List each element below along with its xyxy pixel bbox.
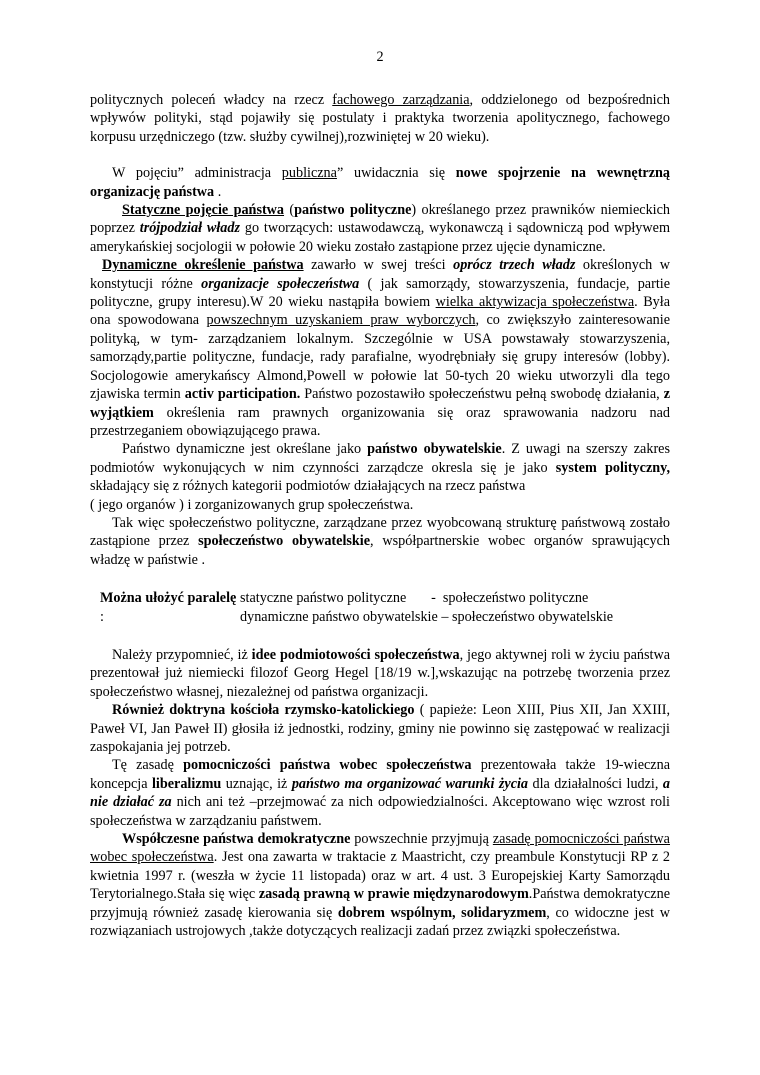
page-number: 2 (376, 49, 384, 65)
parallel-label: Można ułożyć paralelę (100, 590, 237, 607)
document-body (90, 91, 670, 940)
parallel-comparison: Można ułożyć paralelę : statyczne państwo polityczne - społeczeństwo polityczne dynamiczne państwo obywatelskie – społeczeństwo obywatelskie (90, 589, 670, 626)
paragraph-2: W pojęciu” administracja publiczna” uwidacznia się nowe spojrzenie na wewnętrzną organizację państwa . (90, 165, 670, 200)
paragraph-6: Tak więc społeczeństwo polityczne, zarządzane przez wyobcowaną strukturę państwową zostało zastąpione przez społeczeństwo obywatelskie, współpartnerskie wobec organów sprawujących władzę w państwie . (90, 514, 670, 568)
paragraph-7: Należy przypomnieć, iż idee podmiotowości społeczeństwa, jego aktywnej roli w życiu państwa prezentował już niemiecki filozof Georg Hegel [18/19 w.],wskazując na potrzebę tworzenia przez społeczeństwo własnej, niezależnej od państwa organizacji. (90, 646, 670, 700)
parallel-row-dynamic: dynamiczne państwo obywatelskie – społeczeństwo obywatelskie (240, 608, 614, 625)
paragraph-1: politycznych poleceń władcy na rzecz fachowego zarządzania, oddzielonego od bezpośrednich wpływów polityki, stąd pojawiły się postulaty i praktyka tworzenia apolitycznego, fachowego korpusu urzędniczego (tzw. służby cywilnej),rozwiniętej w 20 wieku). (90, 92, 670, 145)
paragraph-5: Państwo dynamiczne jest określane jako państwo obywatelskie. Z uwagi na szerszy zakres podmiotów wykonujących w nim czynności zarządcze okresla się je jako system polityczny, składający się z różnych kategorii podmiotów działających na rzecz państwa ( jego organów ) i zorganizowanych grup społeczeństwa. (90, 441, 670, 513)
paragraph-9: Tę zasadę pomocniczości państwa wobec społeczeństwa prezentowała także 19-wieczna koncepcja liberalizmu uznając, iż państwo ma organizować warunki życia dla działalności ludzi, a nie działać za nich ani też –przejmować za nich odpowiedzialności. Akceptowano więc wzrost roli społeczeństwa w zarządzaniu państwem. (90, 757, 670, 829)
paragraph-4: Dynamiczne określenie państwa zawarło w swej treści oprócz trzech władz określonych w konstytucji różne organizacje społeczeństwa ( jak samorządy, stowarzyszenia, fundacje, partie polityczne, grupy interesu).W 20 wieku nastąpiła bowiem wielka aktywizacja społeczeństwa. Była ona spowodowana powszechnym uzyskaniem praw wyborczych, co zwiększyło zainteresowanie polityką, w tym- zarządzaniem lokalnym. Szczególnie w USA powstawały stowarzyszenia, samorządy,partie polityczne, fundacje, rady parafialne, wyodrębniały się grupy interesów (lobby). Socjologowie amerykańscy Almond,Powell w połowie lat 50-tych 20 wieku utworzyli dla tego zjawiska termin activ participation. Państwo pozostawiło społeczeństwu pełną swobodę działania, z wyjątkiem określenia ram prawnych organizowania się oraz sprawowania nadzoru nad przestrzeganiem obowiązującego prawa. (90, 257, 671, 439)
paragraph-10: Współczesne państwa demokratyczne powszechnie przyjmują zasadę pomocniczości państwa wobec społeczeństwa. Jest ona zawarta w traktacie z Maastricht, czy preambule Konstytucji RP z 2 kwietnia 1997 r. (weszła w życie 11 listopada) oraz w art. 4 ust. 3 Europejskiej Karty Samorządu Terytorialnego.Stała się więc zasadą prawną w prawie międzynarodowym.Państwa demokratyczne przyjmują również zasadę kierowania się dobrem wspólnym, solidaryzmem, co widoczne jest w rozwiązaniach ustrojowych ,także dotyczących realizacji zadań przez związki społeczeństwa. (90, 831, 670, 940)
paragraph-8: Również doktryna kościoła rzymsko-katolickiego ( papieże: Leon XIII, Pius XII, Jan XXIII, Paweł VI, Jan Paweł II) głosiła iż jednostki, rodziny, gminy nie powinno się zastępować w realizacji zaspokajania jej potrzeb. (90, 702, 670, 755)
paragraph-3: Statyczne pojęcie państwa (państwo polityczne) określanego przez prawników niemieckich poprzez trójpodział władz go tworzących: ustawodawczą, wykonawczą i sądowniczą pod wpływem amerykańskiej socjologii w połowie 20 wieku zostało zastąpione przez ujęcie dynamiczne. (90, 202, 670, 255)
parallel-row-static: statyczne państwo polityczne - społeczeństwo polityczne (240, 590, 589, 607)
